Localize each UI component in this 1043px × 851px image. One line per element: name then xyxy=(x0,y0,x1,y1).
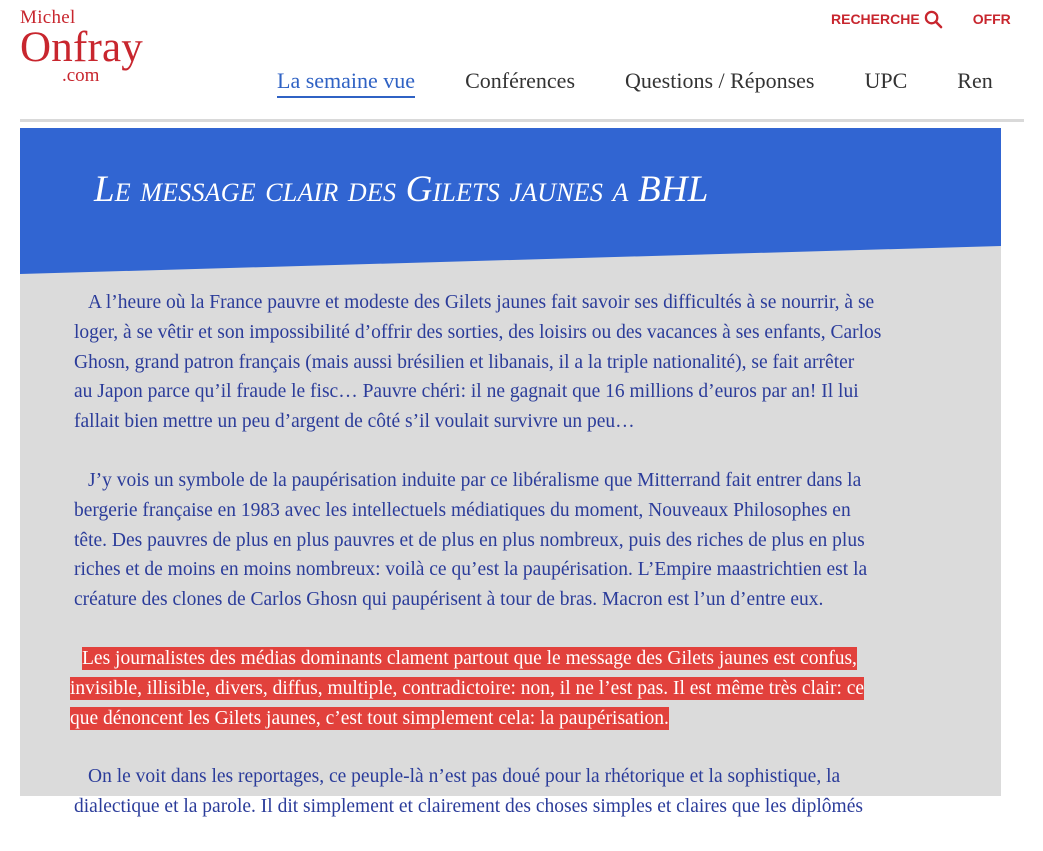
text-line: tête. Des pauvres de plus en plus pauvres et de plus en plus nombreux, puis des riches de plus en plus xyxy=(74,529,865,551)
highlighted-text-line: que dénoncent les Gilets jaunes, c’est tout simplement cela: la paupérisation. xyxy=(70,707,669,729)
nav-item-questions-reponses[interactable]: Questions / Réponses xyxy=(625,68,815,93)
nav-item-la-semaine-vue[interactable]: La semaine vue xyxy=(277,66,415,98)
text-line: bergerie française en 1983 avec les intellectuels médiatiques du moment, Nouveaux Philosophes en xyxy=(74,499,851,521)
logo-text-sub: .com xyxy=(62,65,100,86)
nav-item-conferences[interactable]: Conférences xyxy=(465,68,576,93)
text-line: au Japon parce qu’il fraude le fisc… Pauvre chéri: il ne gagnait que 16 millions d’euros par an! Il lui xyxy=(74,381,859,403)
paragraph-1 xyxy=(74,288,954,437)
search-link[interactable] xyxy=(831,10,943,29)
highlighted-paragraph xyxy=(70,644,954,733)
text-line: riches et de moins en moins nombreux: voilà ce qu’est la paupérisation. L’Empire maastrichtien est la xyxy=(74,559,868,581)
highlighted-text-line: invisible, illisible, divers, diffus, multiple, contradictoire: non, il ne l’est pas. Il est même très clair: ce xyxy=(70,677,865,699)
text-line: loger, à se vêtir et son impossibilité d’offrir des sorties, des loisirs ou des vacances à ses enfants, Carlos xyxy=(74,321,882,343)
article-title: Le message clair des Gilets jaunes a BHL xyxy=(94,169,709,210)
text-line: créature des clones de Carlos Ghosn qui paupérisent à tour de bras. Macron est l’un d’entre eux. xyxy=(74,589,824,611)
site-logo[interactable] xyxy=(20,8,160,88)
nav-item-ren[interactable]: Ren xyxy=(957,68,993,93)
highlighted-text-line: Les journalistes des médias dominants clament partout que le message des Gilets jaunes est confus, xyxy=(82,647,857,669)
search-label: RECHERCHE xyxy=(831,11,920,27)
search-icon xyxy=(924,10,943,29)
text-line: A l’heure où la France pauvre et modeste des Gilets jaunes fait savoir ses difficultés à se nourrir, à se xyxy=(88,292,875,313)
paragraph-2 xyxy=(74,466,954,615)
logo-text-top: Michel xyxy=(20,7,76,28)
text-line: Ghosn, grand patron français (mais aussi brésilien et libanais, il a la triple nationalité), se fait arrêter xyxy=(74,351,855,373)
text-line: On le voit dans les reportages, ce peuple-là n’est pas doué pour la rhétorique et la sophistique, la xyxy=(88,766,841,788)
text-line: fallait bien mettre un peu d’argent de côté s’il voulait survivre un peu… xyxy=(74,411,635,433)
article-card xyxy=(20,128,1001,818)
nav-item-upc[interactable]: UPC xyxy=(864,68,908,93)
text-line: dialectique et la parole. Il dit simplement et clairement des choses simples et claires que les diplômés xyxy=(74,796,863,818)
text-line: J’y vois un symbole de la paupérisation induite par ce libéralisme que Mitterrand fait entrer dans la xyxy=(88,469,862,491)
paragraph-4 xyxy=(74,762,954,822)
logo-text-main: Onfray xyxy=(20,24,143,71)
article-body xyxy=(70,288,954,851)
utility-links xyxy=(831,7,1011,31)
main-nav xyxy=(277,66,1043,98)
header-divider xyxy=(20,119,1024,122)
offers-link[interactable]: OFFR xyxy=(972,11,1011,27)
